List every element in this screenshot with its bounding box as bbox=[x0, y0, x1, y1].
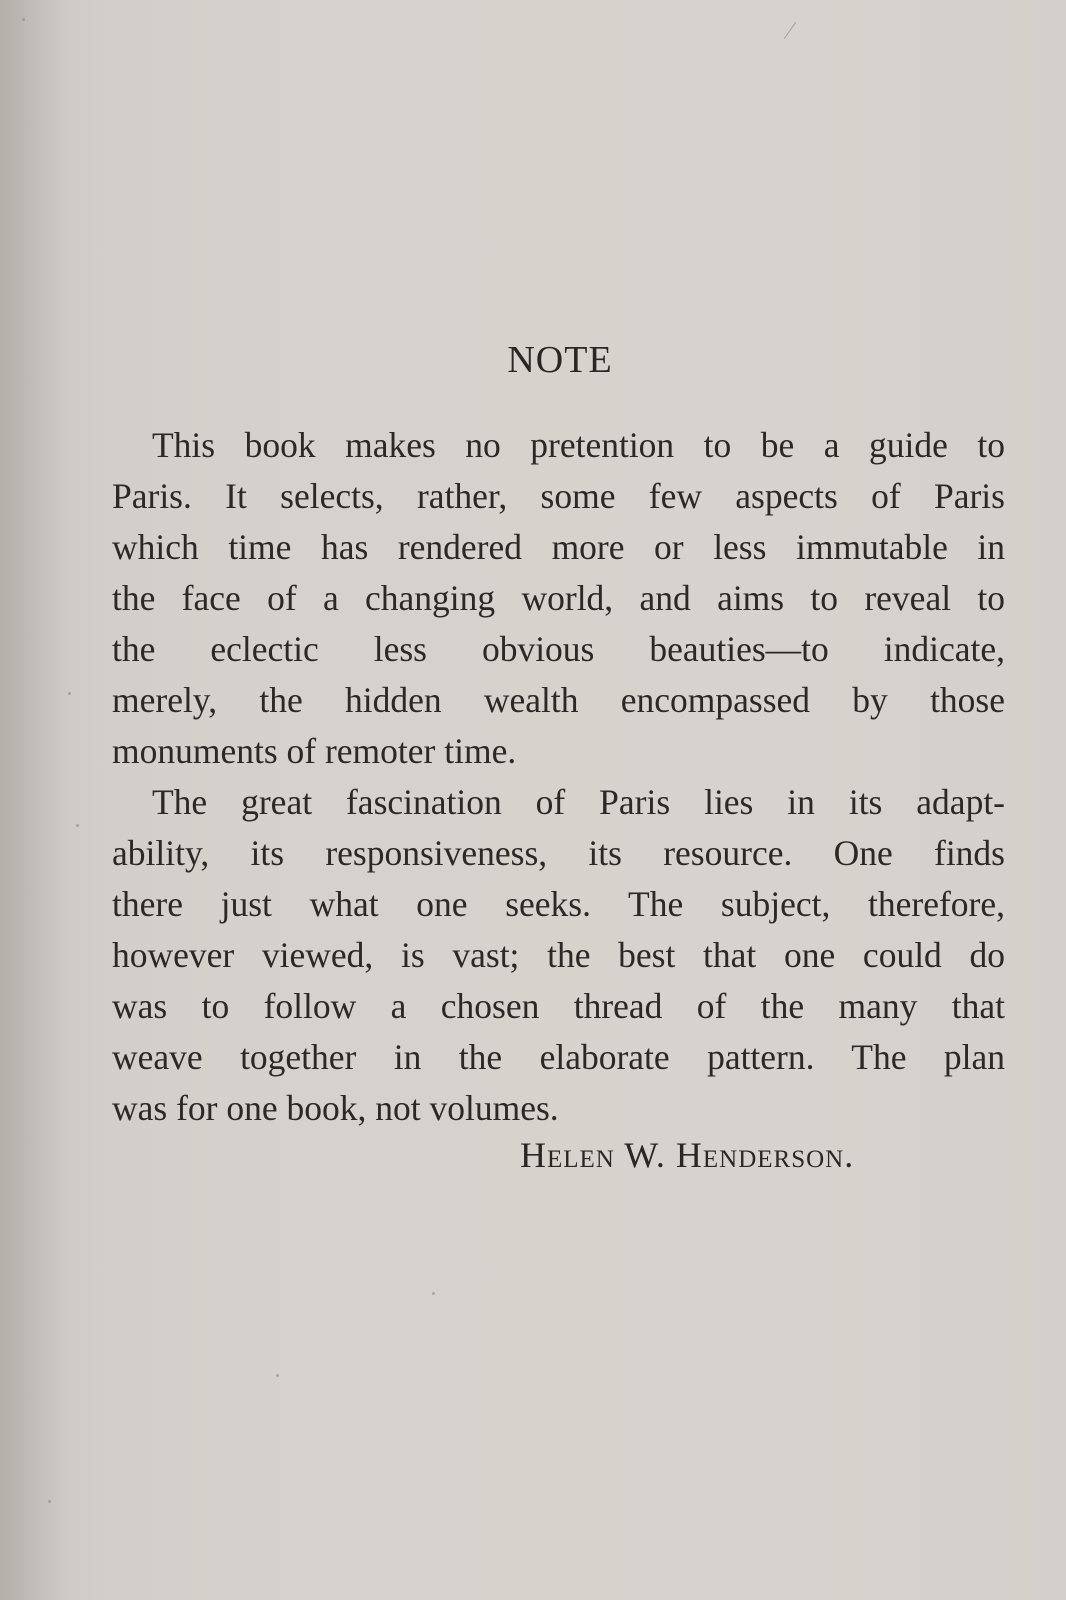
page-title: NOTE bbox=[507, 339, 613, 381]
text-line: monuments of remoter time. bbox=[112, 731, 517, 771]
pencil-mark bbox=[784, 22, 796, 39]
text-line: This book makes no pretention to be a guide to bbox=[152, 425, 1005, 465]
author-signature: Helen W. Henderson. bbox=[520, 1135, 855, 1175]
text-line: the eclectic less obvious beauties—to indicate, bbox=[112, 629, 1005, 669]
paper-speck bbox=[68, 692, 71, 695]
page-edge-shadow bbox=[0, 0, 70, 1600]
text-line: merely, the hidden wealth encompassed by those bbox=[112, 680, 1005, 720]
text-line: the face of a changing world, and aims to reveal to bbox=[112, 578, 1005, 618]
text-line: however viewed, is vast; the best that one could do bbox=[112, 935, 1005, 975]
text-line: The great fascination of Paris lies in its adapt- bbox=[152, 782, 1005, 822]
paper-speck bbox=[276, 1374, 279, 1377]
paper-speck bbox=[76, 824, 79, 827]
text-line: Paris. It selects, rather, some few aspects of Paris bbox=[112, 476, 1005, 516]
paper-speck bbox=[22, 18, 25, 21]
paper-speck bbox=[432, 1292, 435, 1295]
paper-speck bbox=[48, 1500, 51, 1503]
text-line: was to follow a chosen thread of the many that bbox=[112, 986, 1005, 1026]
text-line: ability, its responsiveness, its resource. One finds bbox=[112, 833, 1005, 873]
text-line: there just what one seeks. The subject, therefore, bbox=[112, 884, 1005, 924]
text-line: was for one book, not volumes. bbox=[112, 1088, 559, 1128]
text-line: which time has rendered more or less immutable in bbox=[112, 527, 1005, 567]
text-line: weave together in the elaborate pattern. The plan bbox=[112, 1037, 1005, 1077]
note-body bbox=[112, 420, 1005, 1134]
